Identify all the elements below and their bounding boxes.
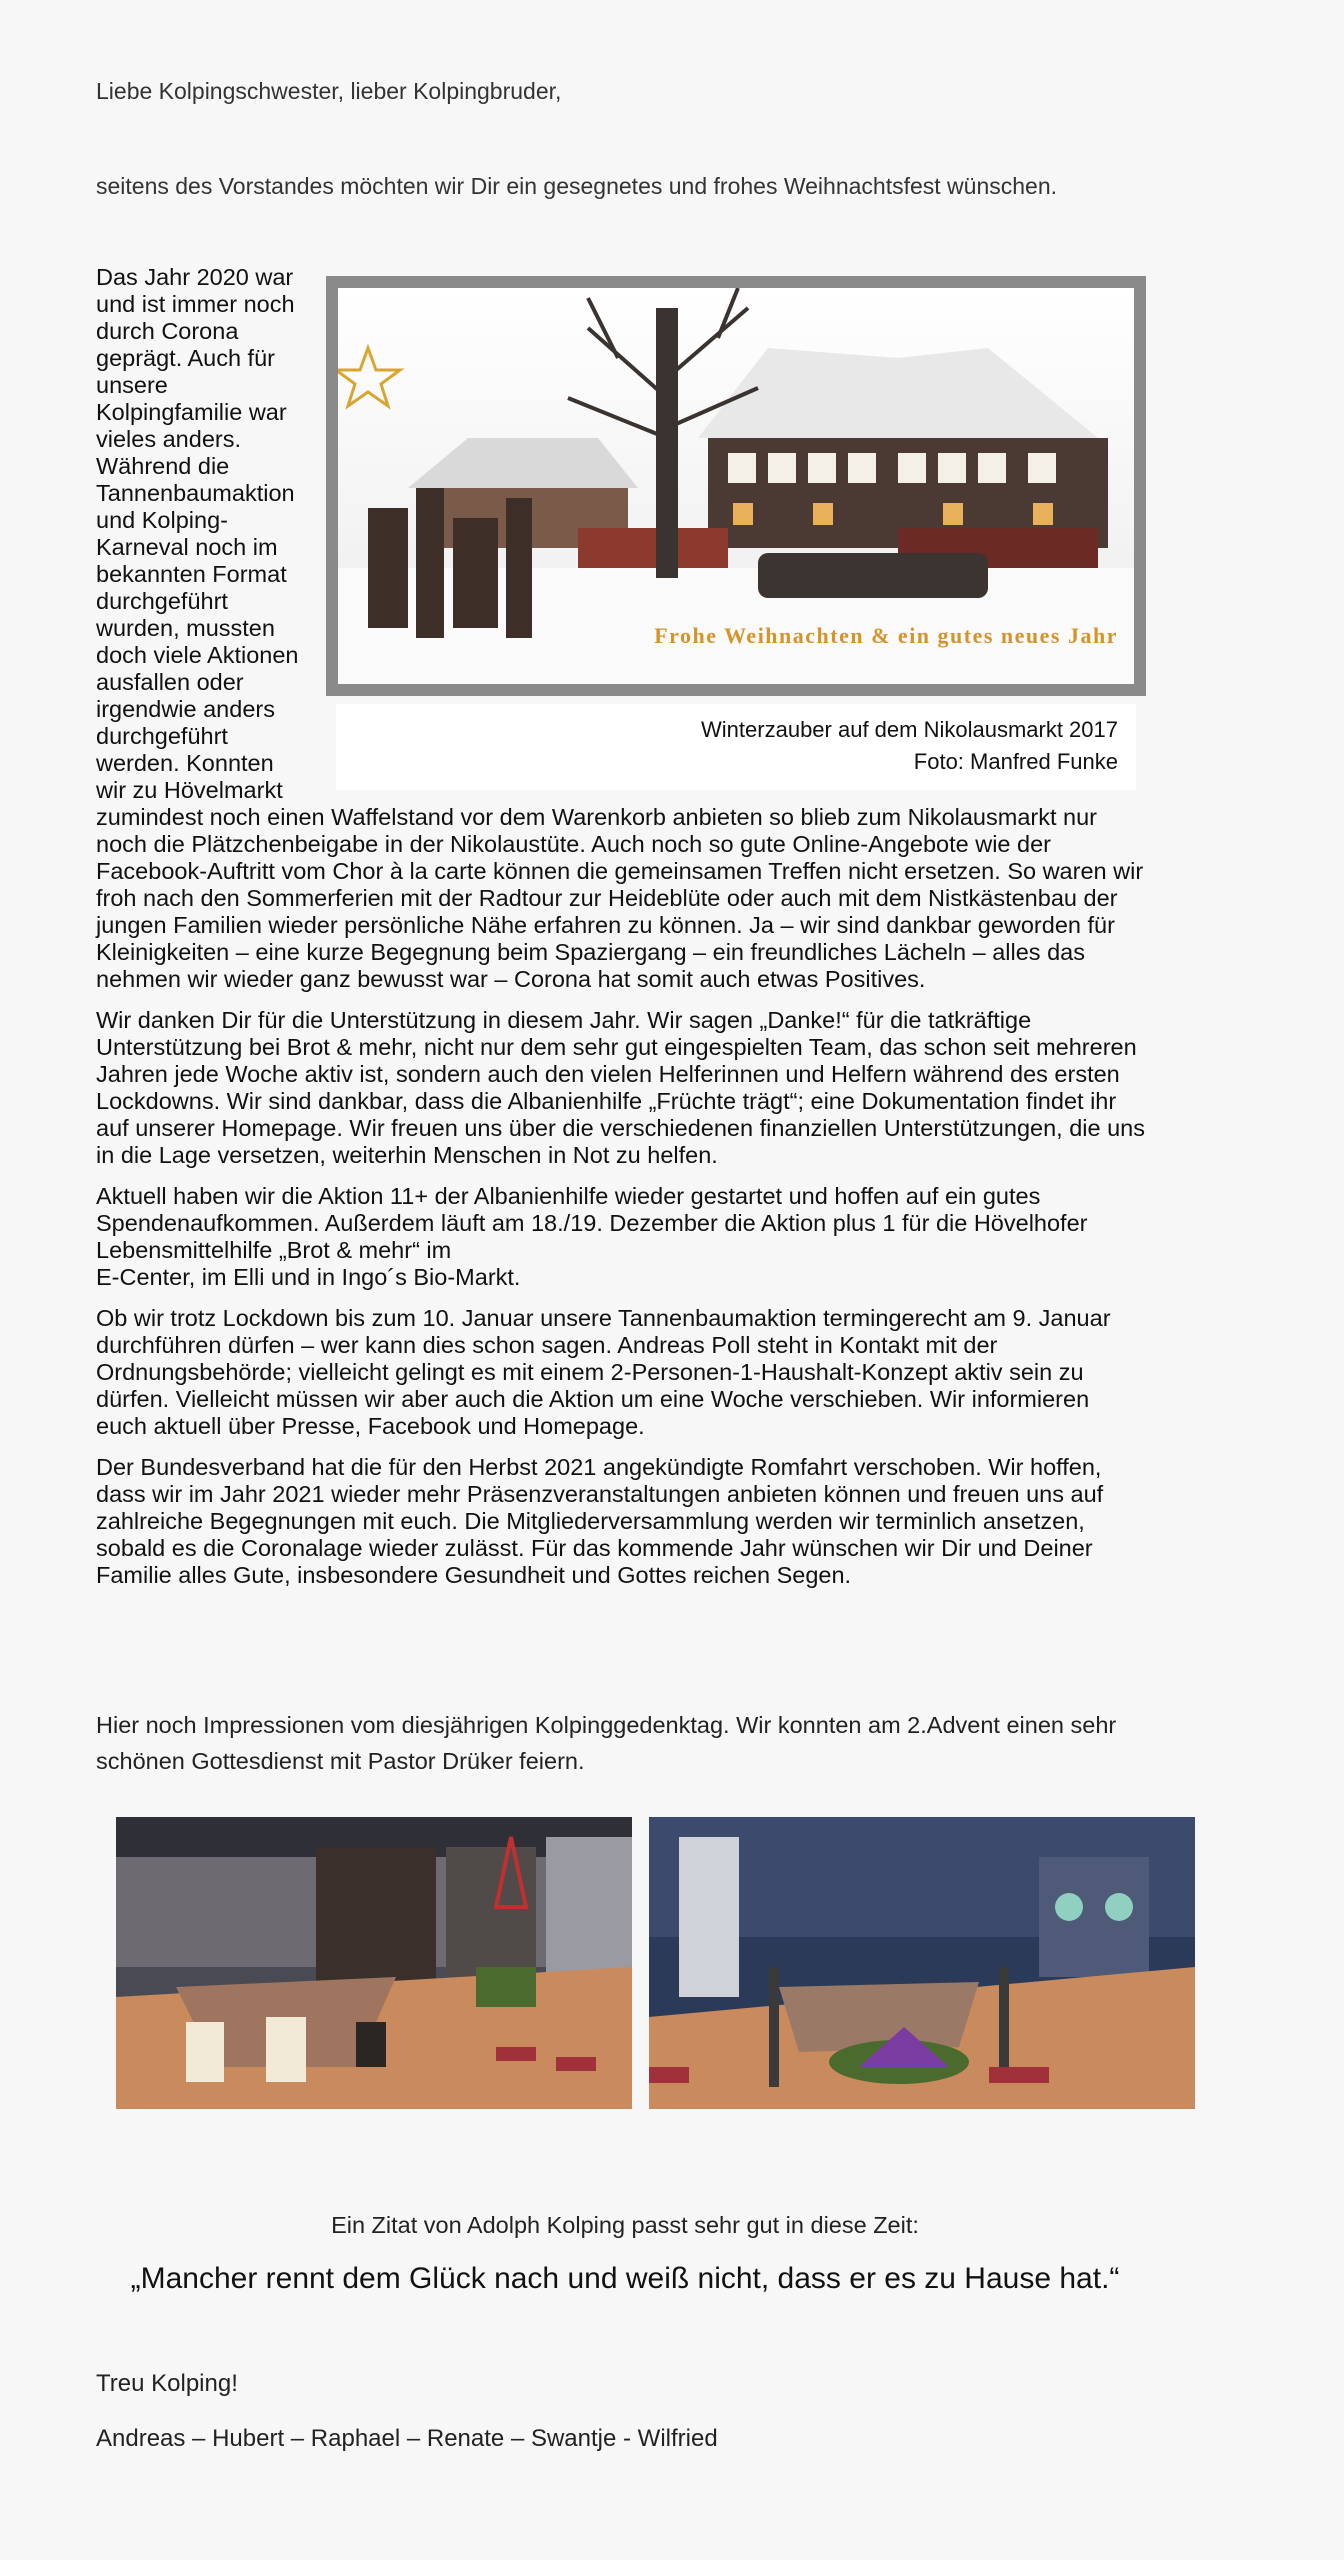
kolping-quote: „Mancher rennt dem Glück nach und weiß nicht, dass er es zu Hause hat.“: [130, 2262, 1120, 2295]
paragraph-tannenbaum: Ob wir trotz Lockdown bis zum 10. Januar unsere Tannenbaumaktion termingerecht am 9. Januar durchführen dürfen – wer kann dies schon sagen. Andreas Poll steht in Kontakt mit der Ordnungsbehörde; vielleicht gelingt es mit einem 2-Personen-1-Haushalt-Konzept aktiv sein zu dürfen. Vielleicht müssen wir aber auch die Aktion um eine Woche verschieben. Wir informieren euch aktuell über Presse, Facebook und Homepage.: [96, 1305, 1111, 1439]
winter-photo-frame: [326, 276, 1146, 696]
paragraph-bundesverband: Der Bundesverband hat die für den Herbst 2021 angekündigte Romfahrt verschoben. Wir hoffen, dass wir im Jahr 2021 wieder mehr Präsenzveranstaltungen anbieten können und freuen uns auf zahlreiche Begegnungen mit euch. Die Mitgliederversammlung werden wir terminlich ansetzen, sobald es die Coronalage wieder zulässt. Für das kommende Jahr wünschen wir Dir und Deiner Familie alles Gute, insbesondere Gesundheit und Gottes reichen Segen.: [96, 1454, 1104, 1588]
photo-caption: [336, 704, 1136, 790]
caption-title: Winterzauber auf dem Nikolausmarkt 2017: [701, 717, 1118, 742]
paragraph-aktion-part1: Aktuell haben wir die Aktion 11+ der Albanienhilfe wieder gestartet und hoffen auf ein gutes Spendenaufkommen. Außerdem läuft am 18./19. Dezember die Aktion plus 1 für die Hövelhofer Lebensmittelhilfe „Brot & mehr“ im: [96, 1183, 1088, 1263]
christmas-wish: seitens des Vorstandes möchten wir Dir ein gesegnetes und frohes Weihnachtsfest wünschen.: [96, 173, 1058, 199]
winter-figure: [326, 276, 1146, 790]
impressions-text: Hier noch Impressionen vom diesjährigen Kolpinggedenktag. Wir konnten am 2.Advent einen sehr schönen Gottesdienst mit Pastor Drüker feiern.: [96, 1712, 1117, 1774]
paragraph-aktion: [96, 1183, 1146, 1291]
letter-body: [96, 264, 1146, 1603]
church-photo-right: [649, 1817, 1195, 2109]
paragraph-thanks: Wir danken Dir für die Unterstützung in diesem Jahr. Wir sagen „Danke!“ für die tatkräftige Unterstützung bei Brot & mehr, nicht nur dem sehr gut eingespielten Team, das schon seit mehreren Jahren jede Woche aktiv ist, sondern auch den vielen Helferinnen und Helfern während des ersten Lockdowns. Wir sind dankbar, dass die Albanienhilfe „Früchte trägt“; eine Dokumentation findet ihr auf unserer Homepage. Wir freuen uns über die verschiedenen finanziellen Unterstützungen, die uns in die Lage versetzen, weiterhin Menschen in Not zu helfen.: [96, 1007, 1145, 1168]
greeting: Liebe Kolpingschwester, lieber Kolpingbruder,: [96, 78, 562, 104]
paragraph-corona: Das Jahr 2020 war und ist immer noch durch Corona geprägt. Auch für unsere Kolpingfamilie war vieles anders. Während die Tannenbaumaktion und Kolping-Karneval noch im bekannten Format durchgeführt wurden, mussten doch viele Aktionen ausfallen oder irgendwie anders durchgeführt werden. Konnten wir zu Hövelmarkt zumindest noch einen Waffelstand vor dem Warenkorb anbieten so blieb zum Nikolausmarkt nur noch die Plätzchenbeigabe in der Nikolaustüte. Auch noch so gute Online-Angebote wie der Facebook-Auftritt vom Chor à la carte können die gemeinsamen Treffen nicht ersetzen. So waren wir froh nach den Sommerferien mit der Radtour zur Heideblüte oder auch mit dem Nistkästenbau der jungen Familien wieder persönliche Nähe erfahren zu können. Ja – wir sind dankbar geworden für Kleinigkeiten – eine kurze Begegnung beim Spaziergang – ein freundliches Lächeln – alles das nehmen wir wieder ganz bewusst war – Corona hat somit auch etwas Positives.: [96, 264, 1144, 992]
winter-market-photo: [338, 288, 1134, 684]
signatures: Andreas – Hubert – Raphael – Renate – Swantje - Wilfried: [96, 2425, 718, 2452]
quote-intro: Ein Zitat von Adolph Kolping passt sehr gut in diese Zeit:: [331, 2212, 919, 2238]
caption-credit: Foto: Manfred Funke: [913, 749, 1118, 774]
banner-text: Frohe Weihnachten & ein gutes neues Jahr: [654, 623, 1118, 648]
paragraph-aktion-part2: E-Center, im Elli und in Ingo´s Bio-Markt.: [96, 1264, 521, 1290]
church-photo-left: [116, 1817, 632, 2109]
closing-line: Treu Kolping!: [96, 2370, 238, 2397]
